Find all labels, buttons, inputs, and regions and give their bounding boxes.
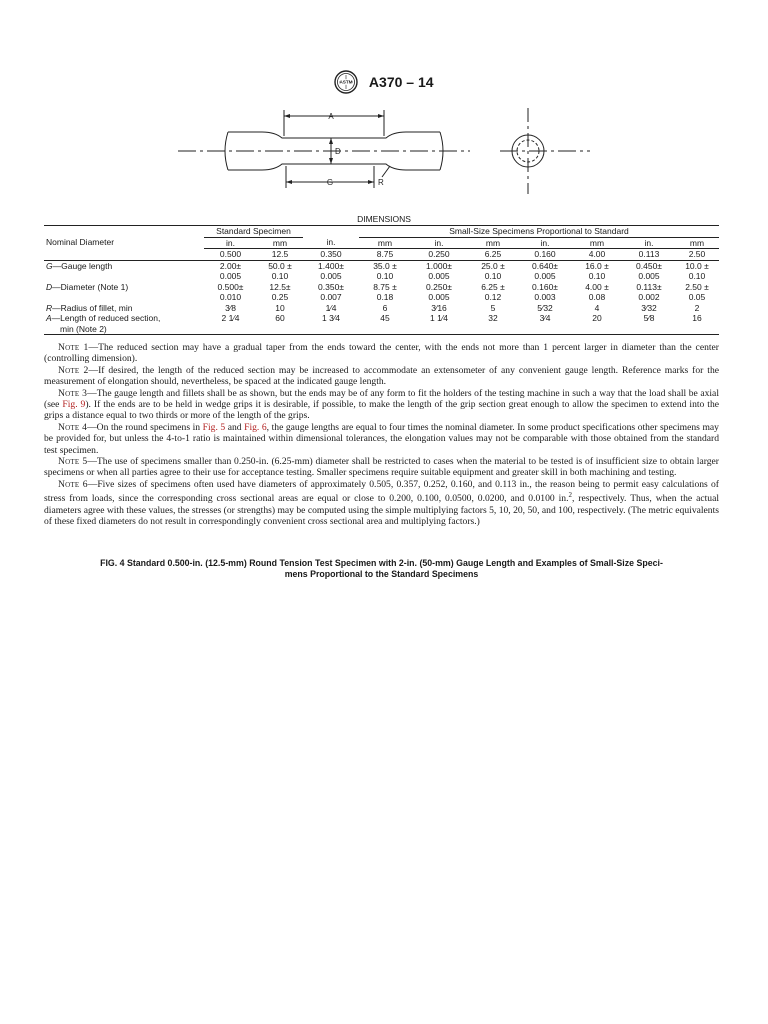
unit-cell: mm (589, 237, 605, 248)
table-cell: 3⁄4 (539, 313, 551, 323)
row-symbol: R (46, 302, 53, 313)
note-6 (44, 479, 719, 528)
note-tag: Note 3 (58, 387, 88, 399)
table-cell: 0.002 (638, 292, 660, 302)
row-symbol: A (46, 313, 52, 323)
unit-cell: mm (377, 237, 393, 248)
nominal-cell: 6.25 (467, 249, 519, 261)
table-cell: 0.010 (219, 292, 242, 302)
fig-6-link[interactable]: Fig. 6 (244, 421, 267, 433)
table-cell: 2 1⁄4 (221, 313, 240, 323)
table-cell: 4.00 ± (585, 281, 609, 292)
standard-code: A370 – 14 (368, 74, 434, 90)
table-cell: 1.400± (318, 260, 344, 271)
table-cell: 0.450± (636, 260, 662, 271)
table-cell: 0.005 (428, 292, 450, 302)
table-cell: 3⁄32 (641, 302, 657, 313)
table-cell: 0.005 (534, 271, 556, 281)
unit-cell: in. (540, 237, 550, 248)
table-cell: 2.50 ± (685, 281, 709, 292)
nominal-cell: 0.500 (204, 249, 257, 261)
row-label: —Length of reduced section, (51, 313, 161, 323)
fig-9-link[interactable]: Fig. 9 (62, 399, 86, 411)
table-row-reduced-length-cont (44, 324, 719, 335)
group-small: Small-Size Specimens Proportional to Standard (359, 226, 719, 238)
table-cell: 0.500± (217, 281, 244, 292)
table-cell: 0.10 (688, 271, 706, 281)
table-cell: 0.10 (271, 271, 289, 281)
nominal-cell: 0.113 (623, 249, 675, 261)
table-cell: 45 (380, 313, 390, 323)
figure-caption (44, 558, 719, 580)
table-cell: 0.25 (271, 292, 289, 302)
table-unit-row (44, 237, 719, 249)
table-cell: 50.0 ± (268, 260, 292, 271)
table-cell: 0.350± (318, 281, 344, 292)
table-cell: 0.10 (484, 271, 502, 281)
label-a: A (328, 112, 334, 121)
table-cell: 0.005 (638, 271, 660, 281)
note-4 (44, 422, 719, 456)
note-text: and (225, 421, 245, 433)
table-cell: 0.003 (534, 292, 556, 302)
table-cell: 6.25 ± (481, 281, 505, 292)
table-cell: 3⁄16 (431, 302, 447, 313)
table-cell: 0.12 (484, 292, 502, 302)
note-3 (44, 388, 719, 422)
nominal-cell: 2.50 (675, 249, 719, 261)
table-cell: 0.160± (532, 281, 558, 292)
table-cell: 0.08 (588, 292, 606, 302)
note-text: —On the round specimens in (87, 421, 203, 433)
fig-5-link[interactable]: Fig. 5 (202, 421, 226, 433)
table-cell: 1⁄4 (325, 302, 337, 313)
row-label: —Radius of fillet, min (52, 302, 133, 313)
table-cell: 0.05 (688, 292, 706, 302)
unit-cell: in. (326, 237, 336, 247)
row-label: —Diameter (Note 1) (52, 281, 129, 292)
caption-line-2: mens Proportional to the Standard Specimens (284, 569, 479, 579)
note-text: —The reduced section may have a gradual taper from the ends toward the center, with the ends not more than 1 percent larger in diameter than the center (controlling dimension). (44, 342, 719, 365)
table-nominal-row (44, 249, 719, 261)
unit-cell: mm (272, 237, 288, 248)
table-cell: 25.0 ± (481, 260, 505, 271)
table-row-reduced-length (44, 313, 719, 324)
table-row-radius (44, 303, 719, 314)
note-text: , the gauge lengths are equal to four times the nominal diameter. In some product specifications other specimens may be provided for, but unless the 4-to-1 ratio is maintained within dimensional tolerances, the elongation values may not be comparable with those obtained from the standard test specimen. (44, 421, 719, 456)
row-label: min (Note 2) (44, 324, 204, 335)
table-cell: 20 (592, 313, 602, 323)
note-tag: Note 5 (58, 456, 88, 468)
table-row-diameter-tol (44, 292, 719, 303)
table-cell: 0.007 (320, 292, 342, 302)
table-cell: 0.10 (376, 271, 394, 281)
unit-cell: in. (226, 237, 235, 248)
notes-section (44, 342, 719, 528)
nominal-cell: 8.75 (359, 249, 411, 261)
dimensions-table (44, 225, 719, 335)
table-cell: 1 3⁄4 (322, 313, 340, 323)
table-cell: 5⁄32 (537, 302, 553, 313)
table-cell: 16 (692, 313, 702, 323)
table-cell: 2 (694, 302, 700, 313)
note-text: —The gauge length and fillets shall be as shown, but the ends may be of any form to fit the holders of the testing machine in such a way that the load shall be axial (see (44, 387, 719, 411)
note-tag: Note 4 (58, 421, 88, 433)
table-cell: 6 (382, 302, 388, 313)
astm-logo-icon (334, 70, 358, 94)
note-text: —The use of specimens smaller than 0.250-in. (6.25-mm) diameter shall be restricted to cases when the material to be tested is of insufficient size to obtain larger specimens or when all parties agree to their use for acceptance testing. Smaller specimens require suitable equipment and greater skill in both machining and testing. (44, 456, 719, 479)
row-label-nominal: Nominal Diameter (46, 237, 115, 247)
caption-line-1: FIG. 4 Standard 0.500-in. (12.5-mm) Round Tension Test Specimen with 2-in. (50-mm) Gauge Length and Examples of Small-Size Speci- (100, 558, 663, 568)
table-row-gauge-length-tol (44, 271, 719, 282)
table-cell: 5 (490, 302, 496, 313)
table-cell: 32 (488, 313, 498, 323)
nominal-cell: 4.00 (571, 249, 623, 261)
dim-r-leader (382, 166, 390, 177)
note-5 (44, 456, 719, 479)
nominal-cell: 0.160 (519, 249, 571, 261)
table-cell: 0.250± (426, 281, 452, 292)
unit-cell: mm (689, 237, 705, 248)
note-2 (44, 365, 719, 388)
table-cell: 1 1⁄4 (430, 313, 448, 323)
note-tag: Note 6 (58, 478, 88, 490)
table-cell: 3⁄8 (225, 302, 236, 313)
table-row-diameter (44, 282, 719, 293)
table-cell: 8.75 ± (373, 281, 397, 292)
table-group-row (44, 226, 719, 238)
row-symbol: D (46, 281, 53, 292)
label-g: G (326, 178, 334, 187)
row-symbol: G (46, 260, 53, 271)
nominal-cell: 0.250 (411, 249, 467, 261)
dimensions-title: DIMENSIONS (357, 214, 411, 224)
note-tag: Note 1 (58, 342, 89, 353)
table-cell: 12.5± (269, 281, 291, 292)
note-text: ). If the ends are to be held in wedge grips it is desirable, if possible, to make the length of the grip section great enough to allow the specimen to extend into the grips a distance equal to two thirds or more of the length of the grips. (44, 399, 720, 422)
table-cell: 0.005 (320, 271, 342, 281)
table-cell: 5⁄8 (643, 313, 655, 323)
specimen-drawing (170, 100, 590, 195)
table-cell: 0.113± (636, 281, 662, 292)
note-1 (44, 342, 719, 365)
table-cell: 0.005 (428, 271, 450, 281)
document-header (0, 70, 768, 94)
table-cell: 2.00± (219, 260, 242, 271)
table-cell: 0.640± (532, 260, 558, 271)
label-d: D (335, 147, 341, 156)
note-text: , respectively. Thus, when the actual diameters agree with these values, the stresses (or strengths) may be computed using the simple multiplying factors 5, 10, 20, 50, and 100, respectively. (The metric equivalents of these fixed diameters do not result in correspondingly convenient cross sectional area and multiplying factors.) (44, 493, 719, 528)
specimen-left-end (225, 132, 228, 170)
nominal-cell: 12.5 (257, 249, 303, 261)
table-cell: 10 (275, 302, 285, 313)
note-text: —Five sizes of specimens often used have diameters of approximately 0.505, 0.357, 0.252, 0.160, and 0.113 in., the reason being to permit easy calculations of stress from loads, since the corresponding cross sectional areas are equal or close to 0.200, 0.100, 0.0500, 0.0200, and 0.0100 in. (44, 478, 719, 505)
label-r: R (378, 178, 384, 187)
table-cell: 35.0 ± (373, 260, 397, 271)
table-cell: 1.000± (426, 260, 452, 271)
row-label: —Gauge length (52, 260, 113, 271)
logo-text: ASTM (339, 79, 353, 85)
group-standard: Standard Specimen (204, 226, 303, 238)
table-cell: 0.005 (219, 271, 242, 281)
table-cell: 0.18 (376, 292, 394, 302)
table-row-gauge-length (44, 260, 719, 271)
table-cell: 10.0 ± (685, 260, 709, 271)
unit-cell: in. (644, 237, 654, 248)
unit-cell: in. (434, 237, 444, 248)
nominal-cell: 0.350 (303, 249, 359, 261)
note-text: —If desired, the length of the reduced section may be increased to accommodate an extensometer of any convenient gauge length. Reference marks for the measurement of elongation should, nevertheless, be spaced at the indicated gauge length. (44, 364, 719, 388)
table-cell: 4 (594, 302, 600, 313)
note-tag: Note 2 (58, 364, 89, 376)
superscript: 2 (568, 491, 572, 500)
table-cell: 16.0 ± (585, 260, 609, 271)
table-cell: 0.10 (588, 271, 606, 281)
table-cell: 60 (275, 313, 285, 323)
unit-cell: mm (485, 237, 501, 248)
